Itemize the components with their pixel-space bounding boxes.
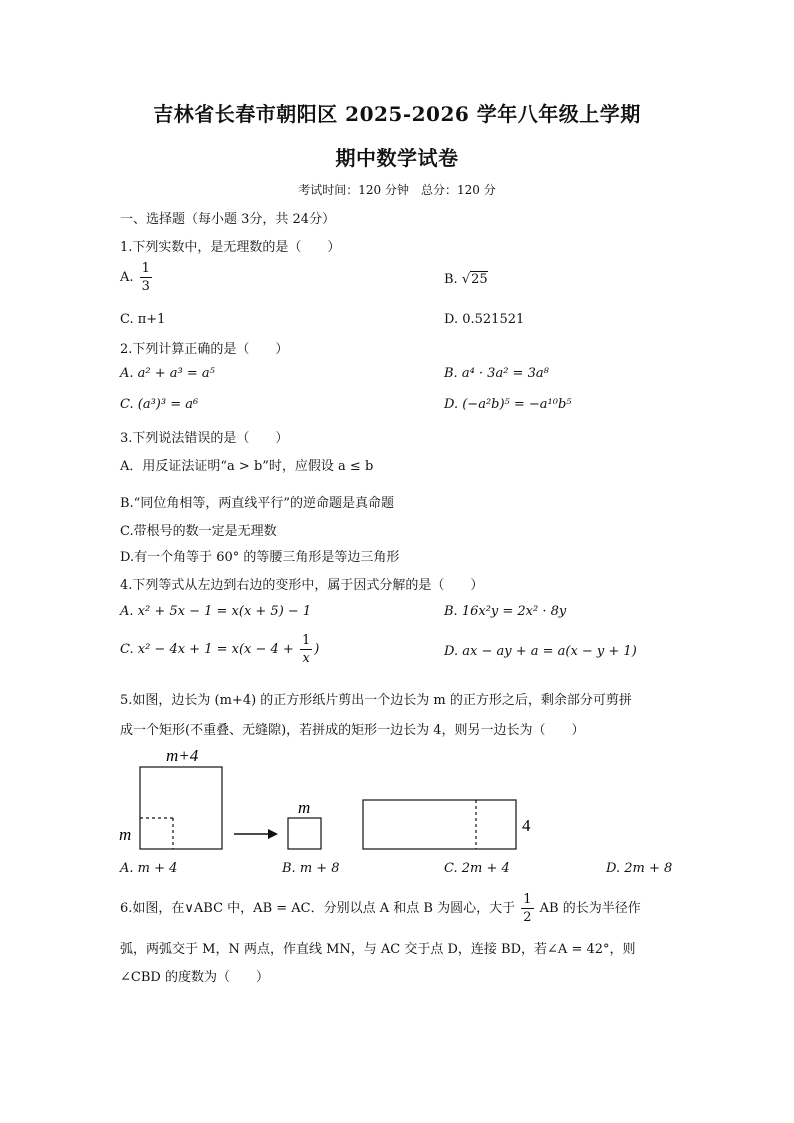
- q4-option-c: [120, 634, 319, 665]
- q1-stem: 1.下列实数中，是无理数的是（ ）: [120, 240, 341, 255]
- q1-a-fraction: [140, 262, 152, 293]
- section-heading: 一、选择题（每小题 3分，共 24分）: [120, 212, 336, 227]
- q5-text-line2: 成一个矩形(不重叠、无缝隙)，若拼成的矩形一边长为 4，则另一边长为（ ）: [120, 723, 585, 738]
- q1-a-label: A.: [120, 270, 134, 285]
- q1-option-a: [120, 262, 154, 293]
- q4-c-prefix: C. x² − 4x + 1 = x(x − 4 +: [120, 642, 294, 657]
- large-square: [140, 767, 222, 849]
- q6-line1-prefix: 6.如图，在∨ABC 中，AB = AC．分别以点 A 和点 B 为圆心，大于: [120, 901, 516, 916]
- q1-b-label: B.: [444, 272, 458, 287]
- q4-c-suffix: ): [314, 642, 320, 657]
- sqrt-icon: √: [461, 272, 471, 287]
- q4-option-d: D. ax − ay + a = a(x − y + 1): [444, 644, 637, 659]
- q1-option-b: [444, 272, 488, 287]
- q5-text-line1: 5.如图，边长为 (m+4) 的正方形纸片剪出一个边长为 m 的正方形之后，剩余部分可剪拼: [120, 693, 632, 708]
- q6-fraction-numerator: 1: [523, 892, 532, 907]
- q3-option-b: B.“同位角相等，两直线平行”的逆命题是真命题: [120, 496, 394, 511]
- q1-a-numerator: 1: [141, 261, 150, 276]
- q3-option-a: A．用反证法证明“a > b”时，应假设 a ≤ b: [120, 459, 374, 474]
- q4-c-denominator: x: [302, 651, 310, 666]
- q3-option-c: C.带根号的数一定是无理数: [120, 524, 277, 539]
- q5-figure: [110, 740, 550, 858]
- q5-option-a: A. m + 4: [120, 861, 178, 876]
- q4-option-b: B. 16x²y = 2x² · 8y: [444, 604, 567, 619]
- q5-option-d: D. 2m + 8: [606, 861, 673, 876]
- q6-fraction-denominator: 2: [523, 910, 532, 925]
- q1-option-d: D. 0.521521: [444, 312, 525, 327]
- q2-option-a: A. a² + a³ = a⁵: [120, 366, 215, 381]
- q4-stem: 4.下列等式从左边到右边的变形中，属于因式分解的是（ ）: [120, 578, 484, 593]
- q5-option-c: C. 2m + 4: [444, 861, 510, 876]
- q2-option-c: C. (a³)³ = a⁶: [120, 397, 199, 412]
- q1-b-radicand: 25: [471, 272, 488, 287]
- q3-stem: 3.下列说法错误的是（ ）: [120, 431, 289, 446]
- q6-text-line2: 弧，两弧交于 M，N 两点，作直线 MN，与 AC 交于点 D，连接 BD，若∠A = 42°，则: [120, 942, 636, 957]
- q6-fraction: [521, 893, 533, 924]
- q5-option-b: B. m + 8: [282, 861, 340, 876]
- label-4: 4: [522, 816, 531, 835]
- rectangle: [363, 800, 516, 849]
- label-m-left: m: [119, 825, 132, 844]
- q4-option-a: A. x² + 5x − 1 = x(x + 5) − 1: [120, 604, 312, 619]
- q2-stem: 2.下列计算正确的是（ ）: [120, 342, 289, 357]
- q2-option-d: D. (−a²b)⁵ = −a¹⁰b⁵: [444, 397, 572, 412]
- q3-option-d: D.有一个角等于 60° 的等腰三角形是等边三角形: [120, 550, 400, 565]
- page-subtitle: 期中数学试卷: [335, 146, 459, 170]
- label-m-plus-4: m+4: [166, 746, 199, 765]
- q6-text-line1: [120, 893, 641, 924]
- exam-info: 考试时间：120 分钟 总分：120 分: [298, 183, 496, 197]
- q6-line1-suffix: AB 的长为半径作: [539, 901, 641, 916]
- label-m-small: m: [298, 798, 311, 817]
- q4-c-numerator: 1: [301, 633, 311, 648]
- q2-option-b: B. a⁴ · 3a² = 3a⁸: [444, 366, 549, 381]
- q1-a-denominator: 3: [141, 279, 150, 294]
- page-title: 吉林省长春市朝阳区 2025-2026 学年八年级上学期: [153, 102, 641, 126]
- q1-option-c: C. π+1: [120, 312, 166, 327]
- q4-c-fraction: [300, 634, 312, 665]
- q6-text-line3: ∠CBD 的度数为（ ）: [120, 970, 269, 985]
- arrow-right-icon: [268, 829, 278, 839]
- small-square: [288, 818, 321, 849]
